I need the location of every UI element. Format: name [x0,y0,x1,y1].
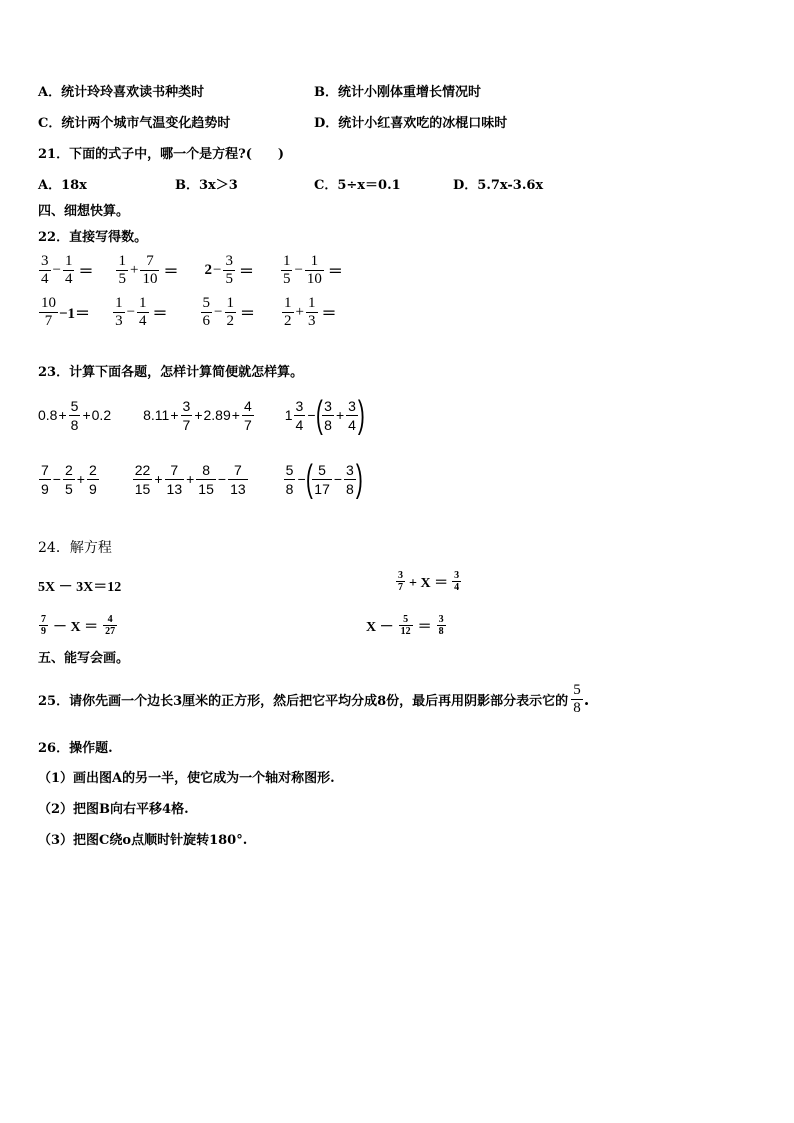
fraction: $\frac{4}{27}$ [105,614,116,637]
fraction: $\frac{7}{9}$ [41,614,46,637]
fraction: $\frac{3}{4}$ [41,253,49,287]
fraction: $\frac{10}{7}$ [41,295,56,329]
q20-option-d: D．统计小红喜欢吃的冰棍口味时 [314,116,508,131]
fraction: $\frac{1}{4}$ [139,295,147,329]
fraction: $\frac{3}{4}$ [348,397,356,433]
q22-expr-1: $\frac{3}{4}$ − $\frac{1}{4}$ ＝ [41,253,94,287]
fraction: $\frac{3}{4}$ [295,397,304,433]
q21-option-b: B．3x＞3 [175,178,238,193]
fraction: $\frac{5}{8}$ [573,682,581,716]
fraction: $\frac{22}{15}$ [134,461,151,497]
q23-expr-3: 1 $\frac{3}{4}$ − ( $\frac{3}{8}$ + $\frac{3}{4}$ ) [284,394,365,436]
q24-equation-3: $\frac{7}{9}$ － X ＝ $\frac{4}{27}$ [41,614,116,637]
fraction: $\frac{3}{5}$ [225,253,233,287]
fraction: $\frac{3}{8}$ [346,461,354,497]
q22-expr-2: $\frac{1}{5}$ + $\frac{7}{10}$ ＝ [118,253,179,287]
fraction: $\frac{2}{9}$ [88,461,97,497]
q21-option-a: A．18x [38,178,87,193]
q22-expr-8: $\frac{1}{2}$ + $\frac{1}{3}$ ＝ [284,295,337,329]
section-4-heading: 四、细想快算。 [38,204,130,219]
fraction: $\frac{1}{10}$ [306,253,322,287]
fraction: $\frac{5}{17}$ [314,461,330,497]
fraction: $\frac{1}{5}$ [282,253,291,287]
fraction: $\frac{7}{13}$ [166,461,183,497]
fraction: $\frac{8}{15}$ [198,461,214,497]
q23-row-2 [38,460,362,498]
q21-stem: 21．下面的式子中，哪一个是方程?( ) [38,147,285,162]
fraction: $\frac{2}{5}$ [64,461,73,497]
q26-step-3: （3）把图C绕o点顺时针旋转180°. [38,833,248,848]
section-5-heading: 五、能写会画。 [38,651,130,666]
q23-expr-2: 8.11 + $\frac{3}{7}$ + 2.89 + $\frac{4}{7}$ [143,397,252,433]
q23-expr-1: 0.8 + $\frac{5}{8}$ + 0.2 [38,397,112,433]
fraction: $\frac{7}{10}$ [142,253,158,287]
q23-expr-6: $\frac{5}{8}$ − ( $\frac{5}{17}$ − $\frac{3}{8}$ ) [285,458,363,500]
q24-equation-1: 5X － 3X＝12 [38,580,122,595]
q20-option-b: B．统计小刚体重增长情况时 [314,85,481,100]
q26-step-2: （2）把图B向右平移4格. [38,802,189,817]
q23-stem: 23．计算下面各题，怎样计算简便就怎样算。 [38,365,304,380]
fraction: $\frac{3}{4}$ [454,570,460,593]
fraction: $\frac{7}{9}$ [41,461,49,497]
q21-option-c: C．5÷x＝0.1 [314,178,401,193]
q24-equation-4: X － $\frac{5}{12}$ ＝ $\frac{3}{8}$ [366,614,444,637]
q25-line: 25．请你先画一个边长3厘米的正方形，然后把它平均分成8份，最后再用阴影部分表示它的 $\frac{5}{8}$ . [38,682,590,716]
fraction: $\frac{1}{3}$ [308,295,316,329]
q24-equation-2: $\frac{3}{7}$ + X ＝ $\frac{3}{4}$ [398,570,460,593]
fraction: $\frac{1}{2}$ [284,295,292,329]
q22-row-2 [38,295,337,330]
q22-stem: 22．直接写得数。 [38,230,148,245]
fraction: $\frac{5}{8}$ [285,461,294,497]
q24-stem: 24．解方程 [38,540,112,556]
q26-stem: 26．操作题. [38,741,113,756]
fraction: $\frac{7}{13}$ [230,461,246,497]
fraction: $\frac{3}{8}$ [324,397,332,433]
q22-expr-3: 2 − $\frac{3}{5}$ ＝ [204,253,254,287]
q22-row-1 [38,253,343,288]
fraction: $\frac{1}{3}$ [115,295,123,329]
q22-expr-6: $\frac{1}{3}$ − $\frac{1}{4}$ ＝ [115,295,168,329]
fraction: $\frac{5}{12}$ [400,614,411,637]
fraction: $\frac{4}{7}$ [243,397,252,433]
q25-stem: 25．请你先画一个边长3厘米的正方形，然后把它平均分成8份，最后再用阴影部分表示它的 [38,694,569,709]
fraction: $\frac{1}{2}$ [226,295,235,329]
q23-row-1 [38,396,364,434]
fraction: $\frac{5}{6}$ [202,295,211,329]
fraction: $\frac{5}{8}$ [70,397,79,433]
q23-expr-4: $\frac{7}{9}$ − $\frac{2}{5}$ + $\frac{2}{9}$ [41,461,97,497]
fraction: $\frac{1}{5}$ [118,253,126,287]
q21-option-d: D．5.7x-3.6x [453,178,544,193]
q22-expr-4: $\frac{1}{5}$ − $\frac{1}{10}$ ＝ [282,253,343,287]
q22-expr-5: $\frac{10}{7}$ −1＝ [41,295,91,329]
fraction: $\frac{3}{7}$ [182,397,191,433]
q20-option-a: A．统计玲玲喜欢读书种类时 [38,85,205,100]
fraction: $\frac{3}{7}$ [398,570,403,593]
q22-expr-7: $\frac{5}{6}$ − $\frac{1}{2}$ ＝ [202,295,256,329]
fraction: $\frac{3}{8}$ [438,614,444,637]
fraction: $\frac{1}{4}$ [64,253,73,287]
q26-step-1: （1）画出图A的另一半，使它成为一个轴对称图形. [38,771,335,786]
q23-expr-5: $\frac{22}{15}$ + $\frac{7}{13}$ + $\frac{8}{15}$ − $\frac{7}{13}$ [134,461,246,497]
q20-option-c: C．统计两个城市气温变化趋势时 [38,116,231,131]
